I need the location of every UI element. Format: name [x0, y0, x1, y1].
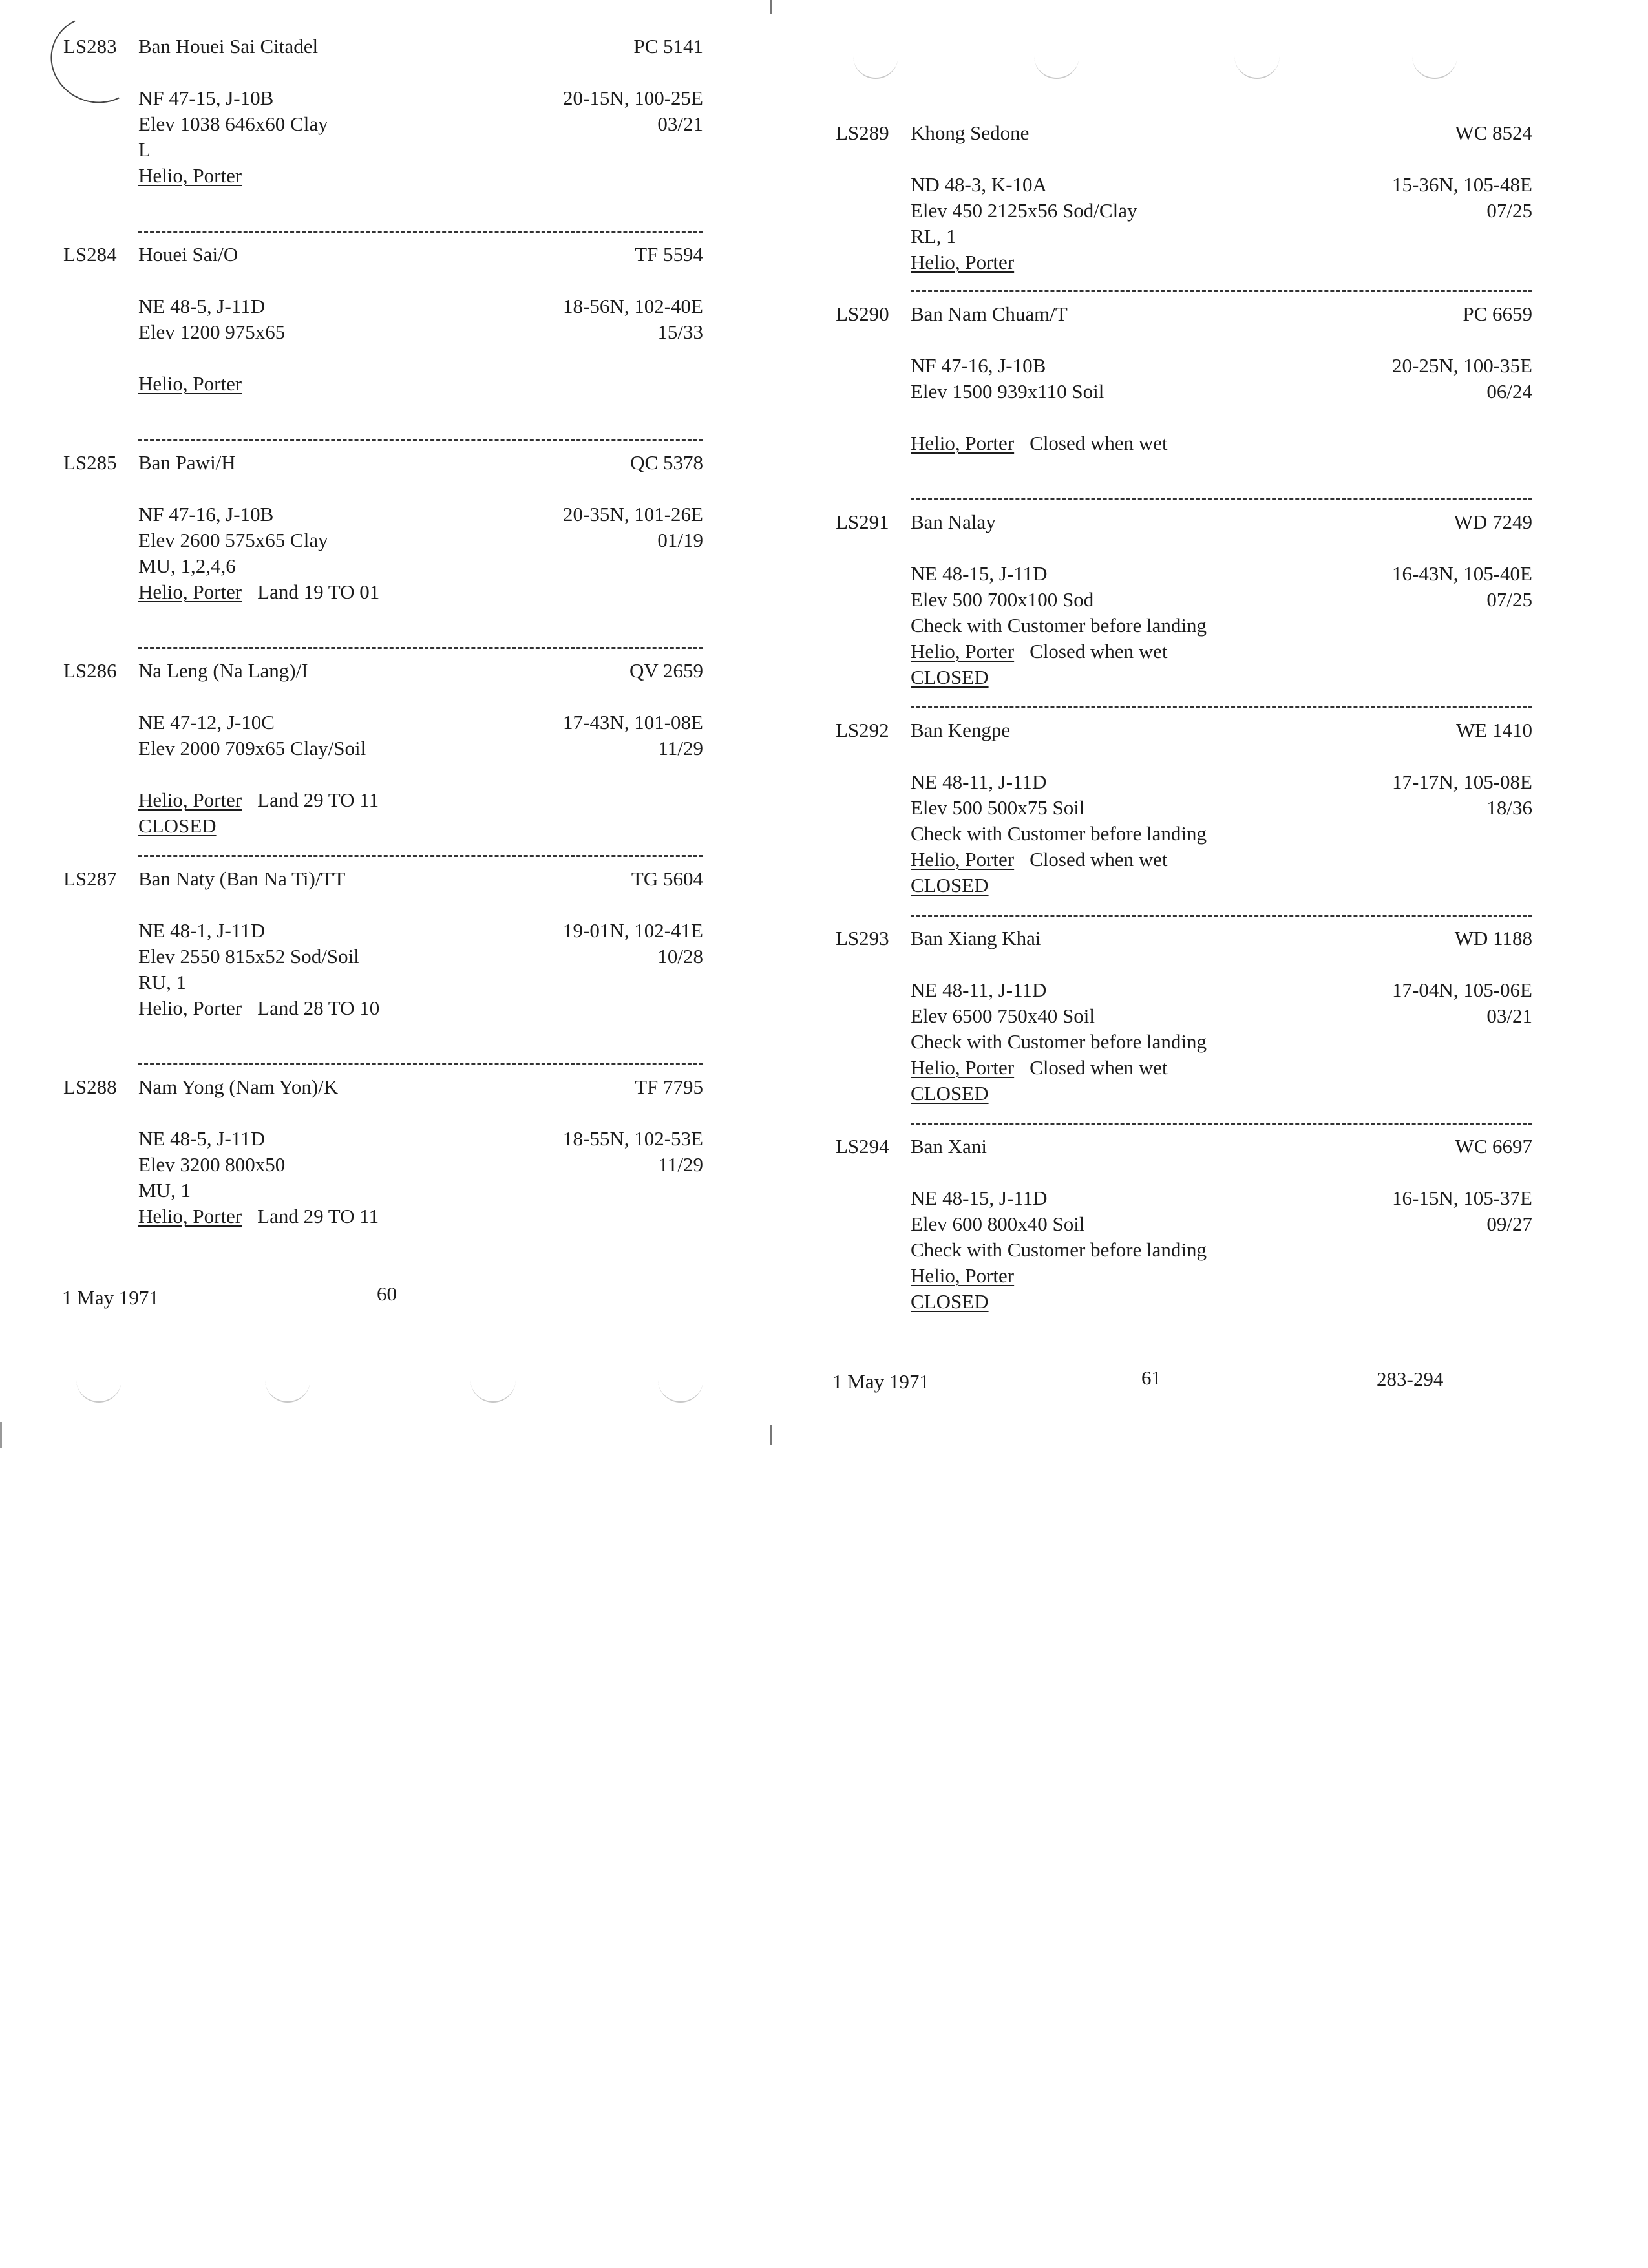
coordinates	[1392, 1185, 1532, 1237]
detail-line	[138, 163, 328, 189]
operating-note: Land 28 TO 10	[257, 997, 380, 1019]
detail-text: NE 48-15, J-11D	[911, 1187, 1048, 1209]
operating-note: Closed when wet	[1030, 432, 1168, 454]
site-details	[911, 769, 1207, 898]
runway-heading: 11/29	[658, 1153, 703, 1176]
detail-line	[911, 795, 1207, 821]
detail-text: Check with Customer before landing	[911, 1238, 1207, 1261]
detail-text: Helio, Porter	[138, 580, 242, 603]
entry-separator	[911, 290, 1532, 292]
grid-reference: TG 5604	[631, 867, 703, 890]
detail-text: NE 47-12, J-10C	[138, 711, 275, 734]
lat-long: 18-55N, 102-53E	[563, 1127, 703, 1150]
detail-line	[138, 918, 379, 944]
grid-reference: WC 8524	[1455, 122, 1532, 144]
coordinates	[1392, 172, 1532, 224]
detail-text: Check with Customer before landing	[911, 822, 1207, 845]
detail-line	[911, 1081, 1207, 1107]
grid-reference: QC 5378	[630, 451, 703, 474]
detail-text: Helio, Porter	[911, 251, 1015, 273]
detail-line	[911, 664, 1207, 690]
detail-text: Elev 500 500x75 Soil	[911, 796, 1085, 819]
detail-line	[138, 1203, 379, 1229]
detail-line	[138, 1126, 379, 1152]
detail-text: Check with Customer before landing	[911, 614, 1207, 637]
detail-line	[138, 787, 379, 813]
footer-page-number: 60	[377, 1282, 397, 1305]
coordinates	[563, 502, 703, 553]
page-edge-mark	[0, 1422, 2, 1448]
lat-long: 20-35N, 101-26E	[563, 503, 703, 525]
site-name: Ban Nam Chuam/T	[911, 302, 1068, 325]
entry-separator	[911, 706, 1532, 708]
detail-line	[911, 1055, 1207, 1081]
detail-text: Elev 450 2125x56 Sod/Clay	[911, 199, 1137, 222]
lat-long: 17-17N, 105-08E	[1392, 770, 1532, 793]
lat-long: 16-43N, 105-40E	[1392, 562, 1532, 585]
lat-long: 18-56N, 102-40E	[563, 295, 703, 317]
coordinates	[1392, 561, 1532, 613]
entry-separator	[138, 855, 703, 857]
runway-heading: 07/25	[1486, 199, 1532, 222]
detail-line	[138, 319, 285, 345]
detail-line	[138, 995, 379, 1021]
detail-text: NE 48-5, J-11D	[138, 1127, 266, 1150]
detail-text: Helio, Porter	[138, 997, 242, 1019]
site-id: LS291	[836, 511, 889, 533]
site-name: Ban Xani	[911, 1135, 987, 1158]
operating-note: Land 29 TO 11	[257, 789, 379, 811]
grid-reference: TF 5594	[635, 243, 703, 266]
detail-text: Elev 1500 939x110 Soil	[911, 380, 1104, 403]
detail-text: Helio, Porter	[138, 372, 242, 395]
operating-note: Closed when wet	[1030, 848, 1168, 871]
detail-line	[138, 710, 379, 736]
punch-hole-mark	[470, 1369, 516, 1403]
site-details	[911, 977, 1207, 1107]
detail-line	[911, 430, 1168, 456]
coordinates	[563, 918, 703, 970]
detail-text: Check with Customer before landing	[911, 1030, 1207, 1053]
detail-line	[911, 405, 1168, 430]
detail-line	[138, 527, 379, 553]
detail-line	[138, 111, 328, 137]
grid-reference: WD 7249	[1453, 511, 1532, 533]
punch-hole-mark	[658, 1369, 703, 1403]
site-name: Nam Yong (Nam Yon)/K	[138, 1076, 339, 1098]
entry-separator	[138, 1063, 703, 1065]
detail-line	[138, 502, 379, 527]
detail-line	[138, 761, 379, 787]
lat-long: 19-01N, 102-41E	[563, 919, 703, 942]
airstrip-entry	[63, 34, 703, 189]
detail-text: NE 48-11, J-11D	[911, 979, 1047, 1001]
operating-note: Land 19 TO 01	[257, 580, 380, 603]
site-name: Ban Nalay	[911, 511, 996, 533]
site-details	[138, 1126, 379, 1229]
detail-line	[138, 1152, 379, 1178]
site-details	[138, 293, 285, 397]
detail-line	[911, 1185, 1207, 1211]
closed-status: CLOSED	[911, 1290, 989, 1313]
site-name: Ban Kengpe	[911, 719, 1011, 741]
detail-text: NE 48-15, J-11D	[911, 562, 1048, 585]
detail-line	[911, 224, 1137, 249]
detail-text: MU, 1,2,4,6	[138, 555, 236, 577]
site-id: LS285	[63, 451, 117, 474]
entry-separator	[138, 439, 703, 441]
site-id: LS286	[63, 659, 117, 682]
detail-line	[138, 579, 379, 605]
site-id: LS287	[63, 867, 117, 890]
detail-text: Elev 2600 575x65 Clay	[138, 529, 328, 551]
site-id: LS290	[836, 302, 889, 325]
entry-separator	[138, 231, 703, 233]
left-page	[0, 0, 769, 1448]
detail-line	[911, 769, 1207, 795]
runway-heading: 10/28	[657, 945, 703, 968]
detail-text: MU, 1	[138, 1179, 191, 1202]
detail-line	[911, 249, 1137, 275]
detail-line	[911, 172, 1137, 198]
detail-text: Elev 3200 800x50	[138, 1153, 286, 1176]
detail-line	[138, 813, 379, 839]
airstrip-entry	[836, 717, 1532, 898]
site-name: Houei Sai/O	[138, 243, 238, 266]
site-name: Ban Pawi/H	[138, 451, 236, 474]
runway-heading: 11/29	[658, 737, 703, 759]
detail-line	[911, 1211, 1207, 1237]
detail-text: NF 47-16, J-10B	[911, 354, 1046, 377]
detail-line	[911, 379, 1168, 405]
detail-text: L	[138, 138, 151, 161]
airstrip-entry	[836, 301, 1532, 456]
site-id: LS284	[63, 243, 117, 266]
entry-separator	[138, 647, 703, 649]
detail-line	[911, 1029, 1207, 1055]
grid-reference: WD 1188	[1454, 927, 1532, 949]
site-name: Ban Houei Sai Citadel	[138, 35, 319, 58]
detail-text: NE 48-11, J-11D	[911, 770, 1047, 793]
footer-page-number: 61	[1141, 1366, 1161, 1389]
airstrip-entry	[836, 1134, 1532, 1315]
runway-heading: 15/33	[657, 321, 703, 343]
coordinates	[563, 710, 703, 761]
airstrip-entry	[836, 120, 1532, 275]
footer-date: 1 May 1971	[832, 1370, 929, 1393]
coordinates	[563, 1126, 703, 1178]
detail-line	[911, 613, 1207, 639]
detail-line	[138, 944, 379, 970]
detail-text: Helio, Porter	[911, 640, 1015, 662]
airstrip-entry	[836, 926, 1532, 1107]
runway-heading: 07/25	[1486, 588, 1532, 611]
entry-separator	[911, 1123, 1532, 1125]
detail-text: Helio, Porter	[911, 432, 1015, 454]
site-details	[911, 1185, 1207, 1315]
grid-reference: WE 1410	[1456, 719, 1532, 741]
coordinates	[1392, 977, 1532, 1029]
grid-reference: PC 5141	[633, 35, 703, 58]
punch-hole-mark	[265, 1369, 310, 1403]
punch-hole-mark	[1034, 45, 1079, 79]
operating-note: Closed when wet	[1030, 1056, 1168, 1079]
closed-status: CLOSED	[911, 874, 989, 896]
detail-line	[138, 1178, 379, 1203]
lat-long: 17-43N, 101-08E	[563, 711, 703, 734]
site-id: LS283	[63, 35, 117, 58]
detail-text: RL, 1	[911, 225, 956, 248]
grid-reference: WC 6697	[1455, 1135, 1532, 1158]
detail-line	[911, 1289, 1207, 1315]
detail-text: NF 47-15, J-10B	[138, 87, 274, 109]
site-details	[911, 353, 1168, 456]
detail-line	[138, 137, 328, 163]
detail-line	[138, 293, 285, 319]
punch-hole-mark	[853, 45, 898, 79]
site-id: LS292	[836, 719, 889, 741]
site-details	[138, 918, 379, 1021]
detail-line	[911, 198, 1137, 224]
detail-text: Elev 1038 646x60 Clay	[138, 112, 328, 135]
runway-heading: 03/21	[1486, 1004, 1532, 1027]
detail-line	[911, 847, 1207, 873]
detail-text: Elev 600 800x40 Soil	[911, 1213, 1085, 1235]
detail-text: NE 48-5, J-11D	[138, 295, 266, 317]
footer-entry-range: 283-294	[1377, 1368, 1444, 1390]
grid-reference: PC 6659	[1463, 302, 1532, 325]
detail-line	[911, 873, 1207, 898]
lat-long: 20-15N, 100-25E	[563, 87, 703, 109]
detail-line	[138, 970, 379, 995]
operating-note: Land 29 TO 11	[257, 1205, 379, 1227]
lat-long: 17-04N, 105-06E	[1392, 979, 1532, 1001]
detail-text: NE 48-1, J-11D	[138, 919, 266, 942]
detail-line	[911, 1237, 1207, 1263]
site-name: Ban Xiang Khai	[911, 927, 1041, 949]
runway-heading: 03/21	[657, 112, 703, 135]
detail-line	[138, 85, 328, 111]
detail-text: RU, 1	[138, 971, 187, 993]
airstrip-entry	[63, 1074, 703, 1229]
coordinates	[563, 85, 703, 137]
detail-text: Helio, Porter	[138, 164, 242, 187]
punch-hole-mark	[1234, 45, 1280, 79]
detail-line	[911, 821, 1207, 847]
detail-line	[138, 736, 379, 761]
punch-hole-mark	[1412, 45, 1457, 79]
airstrip-entry	[63, 658, 703, 839]
detail-line	[911, 561, 1207, 587]
airstrip-entry	[63, 866, 703, 1021]
detail-text: Elev 6500 750x40 Soil	[911, 1004, 1095, 1027]
airstrip-entry	[63, 450, 703, 605]
detail-text: Elev 2550 815x52 Sod/Soil	[138, 945, 359, 968]
site-id: LS289	[836, 122, 889, 144]
coordinates	[1392, 769, 1532, 821]
operating-note: Closed when wet	[1030, 640, 1168, 662]
airstrip-entry	[63, 242, 703, 397]
detail-line	[138, 345, 285, 371]
lat-long: 20-25N, 100-35E	[1392, 354, 1532, 377]
site-id: LS294	[836, 1135, 889, 1158]
site-name: Ban Naty (Ban Na Ti)/TT	[138, 867, 346, 890]
page-gutter	[770, 0, 772, 1448]
site-name: Na Leng (Na Lang)/I	[138, 659, 308, 682]
detail-text: Helio, Porter	[138, 789, 242, 811]
lat-long: 15-36N, 105-48E	[1392, 173, 1532, 196]
site-details	[138, 710, 379, 839]
site-details	[138, 85, 328, 189]
grid-reference: TF 7795	[635, 1076, 703, 1098]
site-id: LS293	[836, 927, 889, 949]
detail-text: Elev 1200 975x65	[138, 321, 286, 343]
coordinates	[563, 293, 703, 345]
detail-line	[911, 1003, 1207, 1029]
entry-separator	[911, 915, 1532, 917]
detail-text: NF 47-16, J-10B	[138, 503, 274, 525]
detail-line	[138, 371, 285, 397]
site-id: LS288	[63, 1076, 117, 1098]
right-page	[776, 0, 1532, 1448]
footer-date: 1 May 1971	[62, 1286, 159, 1309]
site-details	[911, 172, 1137, 275]
detail-text: Helio, Porter	[138, 1205, 242, 1227]
lat-long: 16-15N, 105-37E	[1392, 1187, 1532, 1209]
detail-text: Helio, Porter	[911, 848, 1015, 871]
detail-line	[138, 553, 379, 579]
closed-status: CLOSED	[911, 1082, 989, 1105]
detail-text: Elev 2000 709x65 Clay/Soil	[138, 737, 366, 759]
grid-reference: QV 2659	[629, 659, 703, 682]
airstrip-entry	[836, 509, 1532, 690]
detail-line	[911, 353, 1168, 379]
site-name: Khong Sedone	[911, 122, 1030, 144]
detail-line	[911, 977, 1207, 1003]
detail-text: Elev 500 700x100 Sod	[911, 588, 1094, 611]
site-details	[138, 502, 379, 605]
runway-heading: 01/19	[657, 529, 703, 551]
closed-status: CLOSED	[911, 666, 989, 688]
detail-line	[911, 587, 1207, 613]
detail-text: ND 48-3, K-10A	[911, 173, 1047, 196]
runway-heading: 06/24	[1486, 380, 1532, 403]
detail-text: Helio, Porter	[911, 1264, 1015, 1287]
site-details	[911, 561, 1207, 690]
runway-heading: 18/36	[1486, 796, 1532, 819]
detail-line	[911, 1263, 1207, 1289]
runway-heading: 09/27	[1486, 1213, 1532, 1235]
closed-status: CLOSED	[138, 814, 217, 837]
detail-text: Helio, Porter	[911, 1056, 1015, 1079]
punch-hole-mark	[76, 1369, 121, 1403]
detail-line	[911, 639, 1207, 664]
coordinates	[1392, 353, 1532, 405]
entry-separator	[911, 498, 1532, 500]
